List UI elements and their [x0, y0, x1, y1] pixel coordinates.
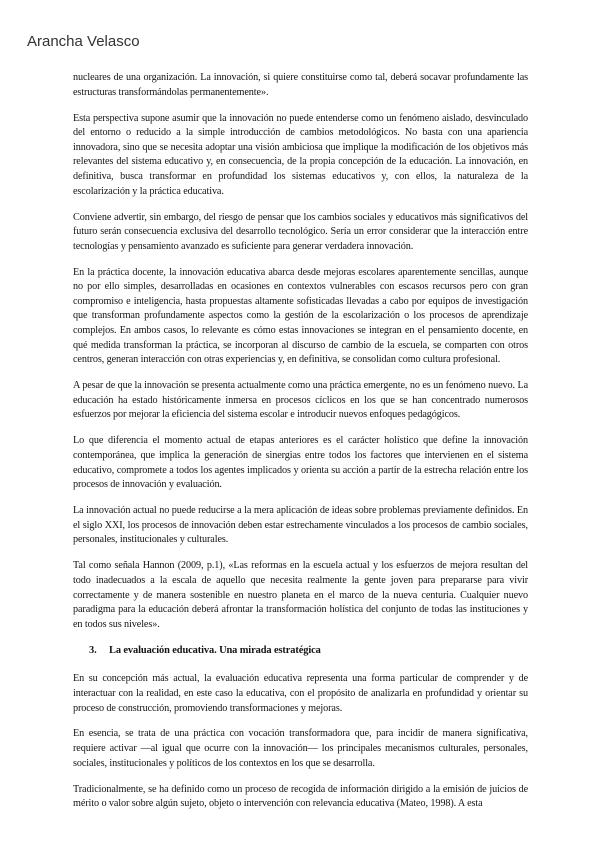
paragraph: A pesar de que la innovación se presenta actualmente como una práctica emergente, no es un fenómeno nuevo. La educación ha estado históricamente inmersa en procesos cíclicos en los que se han concentrado numerosos esfuerzos por mejorar la eficiencia del sistema escolar e introducir nuevos enfoques pedagógicos.: [73, 380, 528, 421]
paragraph: Lo que diferencia el momento actual de etapas anteriores es el carácter holístico que define la innovación contemporánea, que implica la generación de sinergias entre todos los factores que intervienen en el sistema educativo, compromete a todos los agentes implicados y orienta su acción a partir de la estrecha relación entre los procesos de innovación y evaluación.: [73, 435, 528, 491]
paragraph: La innovación actual no puede reducirse a la mera aplicación de ideas sobre problemas previamente definidos. En el siglo XXI, los procesos de innovación deben estar estrechamente vinculados a los procesos de cambio sociales, personales, institucionales y culturales.: [73, 505, 528, 546]
paragraph: Esta perspectiva supone asumir que la innovación no puede entenderse como un fenómeno aislado, desvinculado del entorno o reducido a la simple introducción de cambios metodológicos. No basta con una apariencia innovadora, sino que se necesita adoptar una visión ambiciosa que implique la modificación de los objetivos más relevantes del sistema educativo y, en consecuencia, de la propia concepción de la educación. La innovación, en definitiva, busca transformar en profundidad los sistemas educativos y, con ellos, la naturaleza de la escolarización y la práctica educativa.: [73, 112, 528, 197]
paragraph: nucleares de una organización. La innovación, si quiere constituirse como tal, deberá socavar profundamente las estructuras transformándolas permanentemente».: [73, 72, 528, 98]
page-header-author: Arancha Velasco: [27, 33, 140, 50]
paragraph: Conviene advertir, sin embargo, del riesgo de pensar que los cambios sociales y educativos más significativos del futuro serán consecuencia exclusiva del desarrollo tecnológico. Sería un error considerar que la interacción entre tecnologías y pensamiento avanzado es suficiente para generar verdadera innovación.: [73, 211, 528, 252]
paragraph: En esencia, se trata de una práctica con vocación transformadora que, para incidir de manera significativa, requiere activar —al igual que ocurre con la innovación— los principales mecanismos culturales, personales, sociales, institucionales y políticos de los contextos en los que se desarrolla.: [73, 728, 528, 769]
section-title: La evaluación educativa. Una mirada estratégica: [109, 644, 321, 656]
section-number: 3.: [89, 644, 97, 656]
paragraph: En la práctica docente, la innovación educativa abarca desde mejoras escolares aparentemente sencillas, aunque no por ello simples, desarrolladas en ocasiones en contextos vulnerables con escasos recursos pero con gran compromiso e inteligencia, hasta propuestas altamente sofisticadas llevadas a cabo por equipos de investigación que transforman profundamente aspectos como la gestión de la escolarización o los procesos de aprendizaje complejos. En ambos casos, lo relevante es cómo estas innovaciones se integran en el pensamiento docente, en qué medida transforman la práctica, se incorporan al discurso de cambio de la escuela, se comparten con otros centros, generan interacción con otras experiencias y, en definitiva, se consolidan como cultura profesional.: [73, 266, 528, 366]
document-body: [73, 71, 528, 823]
paragraph: Tradicionalmente, se ha definido como un proceso de recogida de información dirigido a la emisión de juicios de mérito o valor sobre algún sujeto, objeto o intervención con relevancia educativa (Mateo, 1998). A esta: [73, 783, 528, 810]
paragraph: Tal como señala Hannon (2009, p.1), «Las reformas en la escuela actual y los esfuerzos de mejora resultan del todo inadecuados a la escala de aquello que necesita realmente la gente joven para prepararse para vivir correctamente y de manera sostenible en nuestro planeta en el marco de la nueva centuria. Cualquier nuevo paradigma para la educación deberá afrontar la transformación holística del conjunto de todas las instituciones y en todos sus niveles».: [73, 560, 528, 630]
paragraph: En su concepción más actual, la evaluación educativa representa una forma particular de comprender y de interactuar con la realidad, en este caso la educativa, con el propósito de analizarla en profundidad y orientar su proceso de construcción, promoviendo transformaciones y mejoras.: [73, 673, 528, 714]
section-heading: [73, 644, 528, 659]
